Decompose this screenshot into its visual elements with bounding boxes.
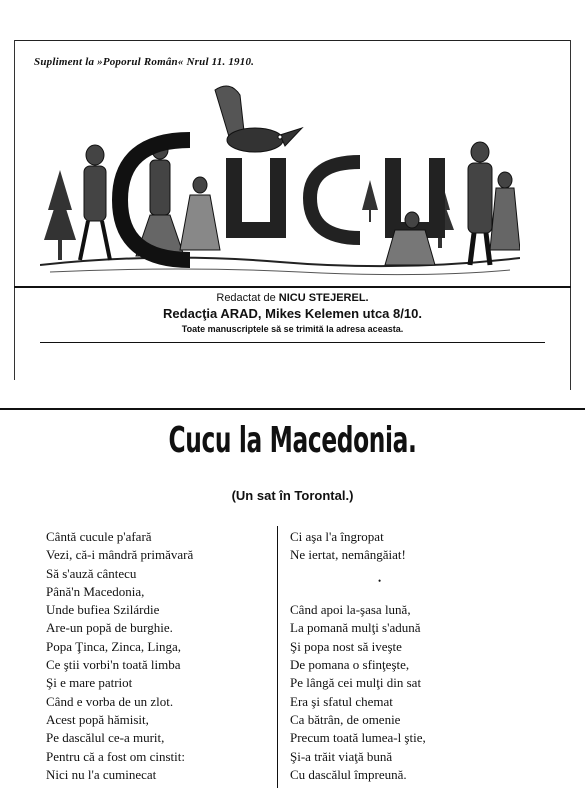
peasant-figures-left (80, 141, 220, 260)
poem-line: Când e vorba de un zlot. (46, 693, 174, 709)
poem-line: Nici nu l'a cuminecat (46, 766, 157, 782)
poem-line: Era şi sfatul chemat (290, 693, 393, 709)
poem-right-column (290, 528, 426, 784)
masthead-divider (14, 286, 571, 288)
editor-name: NICU STEJEREL. (278, 292, 369, 304)
poem-line: De pomana o sfinţeşte, (290, 657, 410, 673)
poem-line: Cu dascălul împreună. (290, 766, 407, 782)
editor-credit (0, 292, 585, 304)
peasant-figures-right (385, 142, 520, 265)
poem-line: Ci aşa l'a îngropat (290, 529, 384, 544)
poem-line: Are-un popă de burghie. (46, 620, 173, 636)
poem-line: Şi e mare patriot (46, 675, 133, 691)
poem-line: Unde bufiea Szilárdie (46, 602, 160, 618)
masthead-illustration (40, 80, 520, 280)
poem-line (290, 583, 426, 601)
poem-line: Ca bătrân, de omenie (290, 711, 401, 727)
poem-line: Şi popa nost să iveşte (290, 638, 402, 654)
page-fold-line (0, 408, 585, 410)
poem-line: Precum toată lumea-l ştie, (290, 730, 426, 746)
cuckoo-bird-icon (215, 86, 302, 152)
poem-line (290, 565, 426, 583)
stanza-separator: • (378, 576, 382, 586)
poem-line: Popa Ţinca, Zinca, Linga, (46, 638, 182, 654)
editorial-address: Redacţia ARAD, Mikes Kelemen utca 8/10. (163, 306, 422, 321)
edited-by-prefix: Redactat de (216, 292, 276, 304)
poem-line: Să s'auză cântecu (46, 565, 137, 581)
top-border-line (14, 40, 571, 41)
poem-subtitle: (Un sat în Torontal.) (231, 488, 354, 503)
column-divider (277, 526, 278, 788)
poem-line: Pe dascălul ce-a murit, (46, 730, 165, 746)
poem-line: Cântă cucule p'afară (46, 529, 152, 544)
header-bottom-rule (40, 342, 545, 343)
poem-line: Când apoi la-şasa lună, (290, 602, 411, 618)
manuscripts-note: Toate manuscriptele să se trimită la adresa aceasta. (181, 324, 404, 334)
poem-line: Şi-a trăit viaţă bună (290, 748, 393, 764)
supplement-line: Supliment la »Poporul Român« Nrul 11. 1910. (34, 56, 255, 68)
poem-line: Pe lângă cei mulţi din sat (290, 675, 422, 691)
poem-line: Acest popă hămisit, (46, 711, 149, 727)
poem-title: Cucu la Macedonia. (168, 420, 417, 461)
poem-line: Ce ştii vorbi'n toată limba (46, 657, 181, 673)
poem-line: Vezi, că-i mândră primăvară (46, 547, 194, 563)
poem-line: Până'n Macedonia, (46, 583, 145, 599)
poem-left-column (46, 528, 193, 784)
poem-line: Pentru că a fost om cinstit: (46, 748, 186, 764)
right-border-line (570, 40, 571, 390)
poem-line: La pomană mulţi s'adună (290, 620, 421, 636)
poem-line: Ne iertat, nemângăiat! (290, 547, 406, 563)
